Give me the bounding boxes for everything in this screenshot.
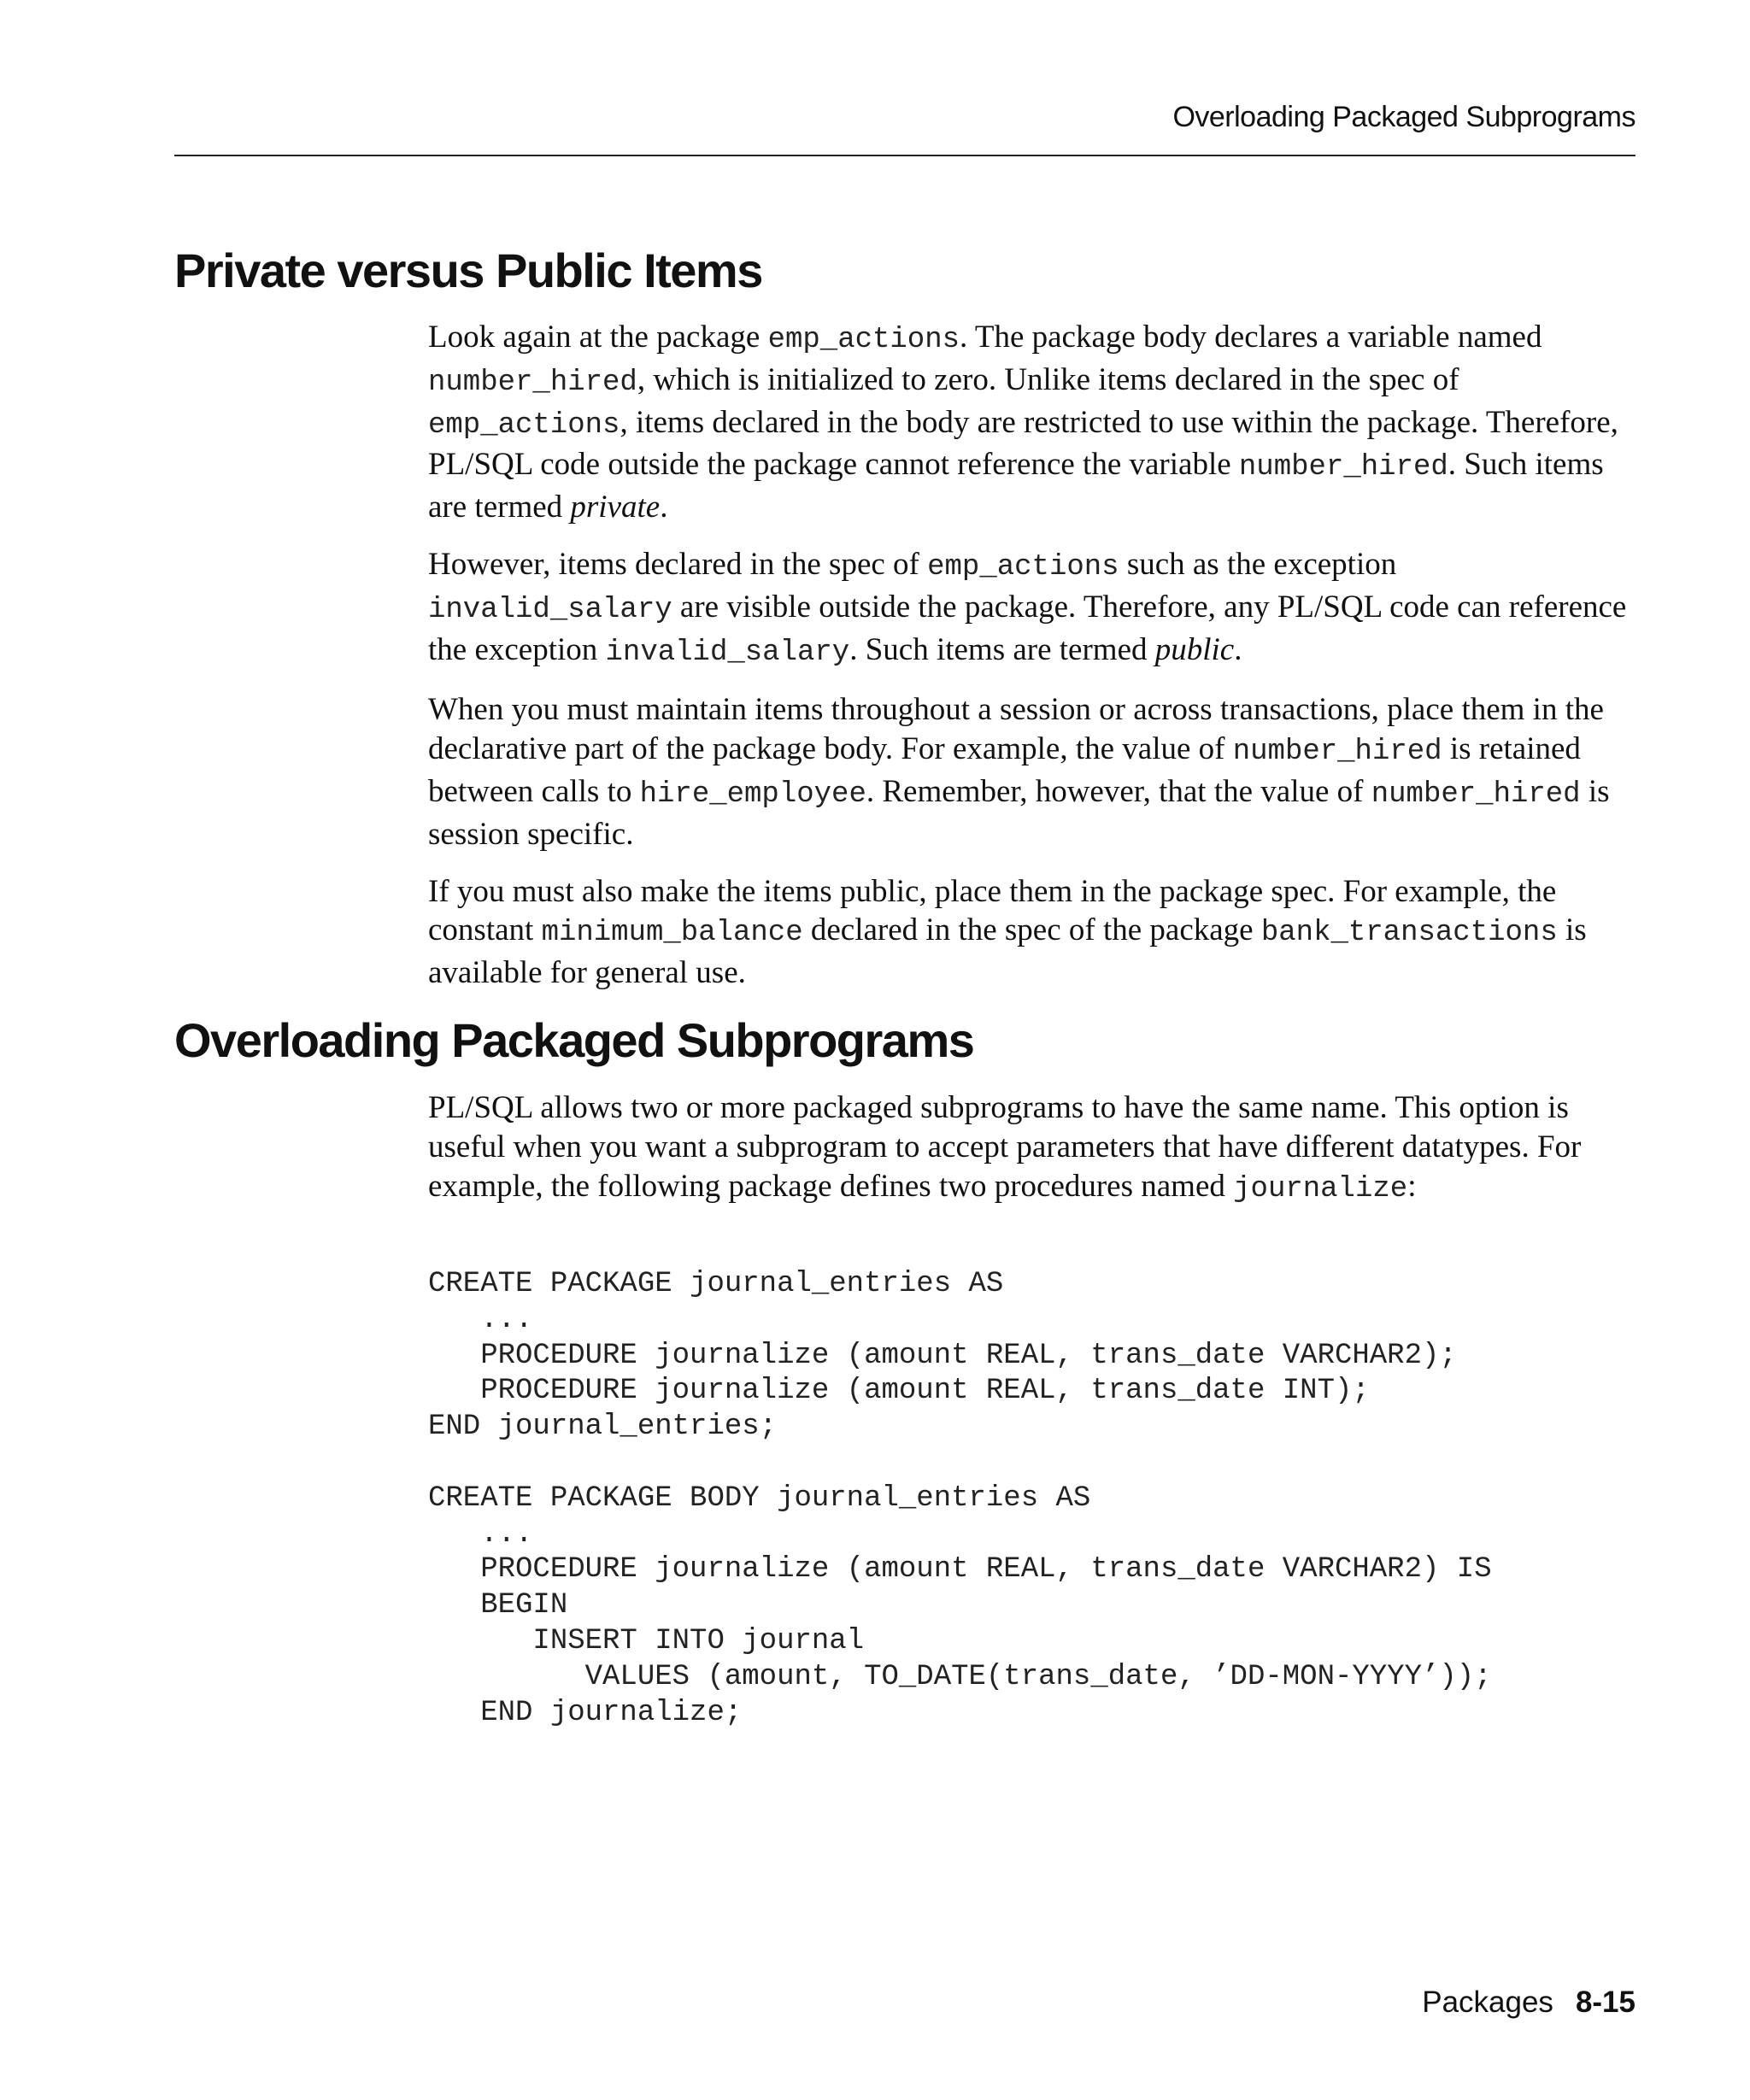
code-line: PROCEDURE journalize (amount REAL, trans_date VARCHAR2) IS [428,1553,1492,1587]
code-term-emp-actions: emp_actions [927,550,1119,584]
code-term-number-hired: number_hired [1232,736,1442,769]
code-line: CREATE PACKAGE journal_entries AS [428,1268,1004,1300]
code-line: PROCEDURE journalize (amount REAL, trans_date VARCHAR2); [428,1339,1457,1372]
code-term-journalize: journalize [1233,1172,1408,1205]
running-footer [1422,1986,1635,2020]
code-term-number-hired: number_hired [1371,777,1581,811]
code-line: BEGIN [428,1589,568,1622]
code-term-bank-transactions: bank_transactions [1260,917,1558,950]
paragraph-private-items: Look again at the package emp_actions. The package body declares a variable named number_hired, which is initialized to zero. Unlike items declared in the spec of emp_actions, items declared in the body are restricted to use within the package. Therefore, PL/SQL code outside the package cannot reference the variable number_hired. Such items are termed private. [428,320,1618,525]
paragraph-public-items: However, items declared in the spec of emp_actions such as the exception invalid_salary are visible outside the package. Therefore, any PL/SQL code can reference the exception invalid_salary. Such items are termed public. [428,546,1627,669]
section-body-overloading [428,1088,1640,1227]
running-header: Overloading Packaged Subprograms [1172,101,1635,133]
code-listing-journal-entries [428,1267,1492,1731]
code-line-blank [428,1446,1492,1481]
paragraph-maintain-items: When you must maintain items throughout a session or across transactions, place them in the declarative part of the package body. For example, the value of number_hired is retained between calls to hire_employee. Remember, however, that the value of number_hired is session specific. [428,692,1610,852]
code-term-invalid-salary: invalid_salary [428,593,672,626]
code-line: END journalize; [428,1696,743,1729]
section-heading-overloading-packaged-subprograms: Overloading Packaged Subprograms [174,1013,974,1067]
code-line: END journal_entries; [428,1411,778,1444]
section-heading-private-versus-public: Private versus Public Items [174,243,762,297]
code-line: ... [428,1303,533,1336]
code-term-minimum-balance: minimum_balance [541,917,803,950]
header-rule [174,155,1635,156]
footer-page-number: 8-15 [1575,1986,1635,2019]
code-line: INSERT INTO journal [428,1624,865,1657]
code-term-emp-actions: emp_actions [428,408,620,442]
code-term-invalid-salary: invalid_salary [605,636,850,669]
paragraph-public-spec: If you must also make the items public, place them in the package spec. For example, the constant minimum_balance declared in the spec of the package bank_transactions is available for general use. [428,873,1587,991]
code-line: ... [428,1517,533,1551]
code-line: VALUES (amount, TO_DATE(trans_date, ’DD-MON-YYYY’)); [428,1660,1492,1693]
code-line: PROCEDURE journalize (amount REAL, trans_date INT); [428,1375,1370,1408]
footer-chapter-title: Packages [1422,1986,1553,2019]
code-term-hire-employee: hire_employee [639,777,866,811]
emphasis-public: public [1154,631,1235,667]
code-line: CREATE PACKAGE BODY journal_entries AS [428,1481,1091,1515]
section-body-private-versus-public [428,318,1640,1011]
paragraph-overloading-intro: PL/SQL allows two or more packaged subprograms to have the same name. This option is useful when you want a subprogram to accept parameters that have different datatypes. For example, the following package defines two procedures named journalize: [428,1090,1582,1205]
code-term-number-hired: number_hired [1238,451,1448,484]
emphasis-private: private [570,490,661,525]
code-term-number-hired: number_hired [428,366,637,399]
code-term-emp-actions: emp_actions [767,324,960,356]
